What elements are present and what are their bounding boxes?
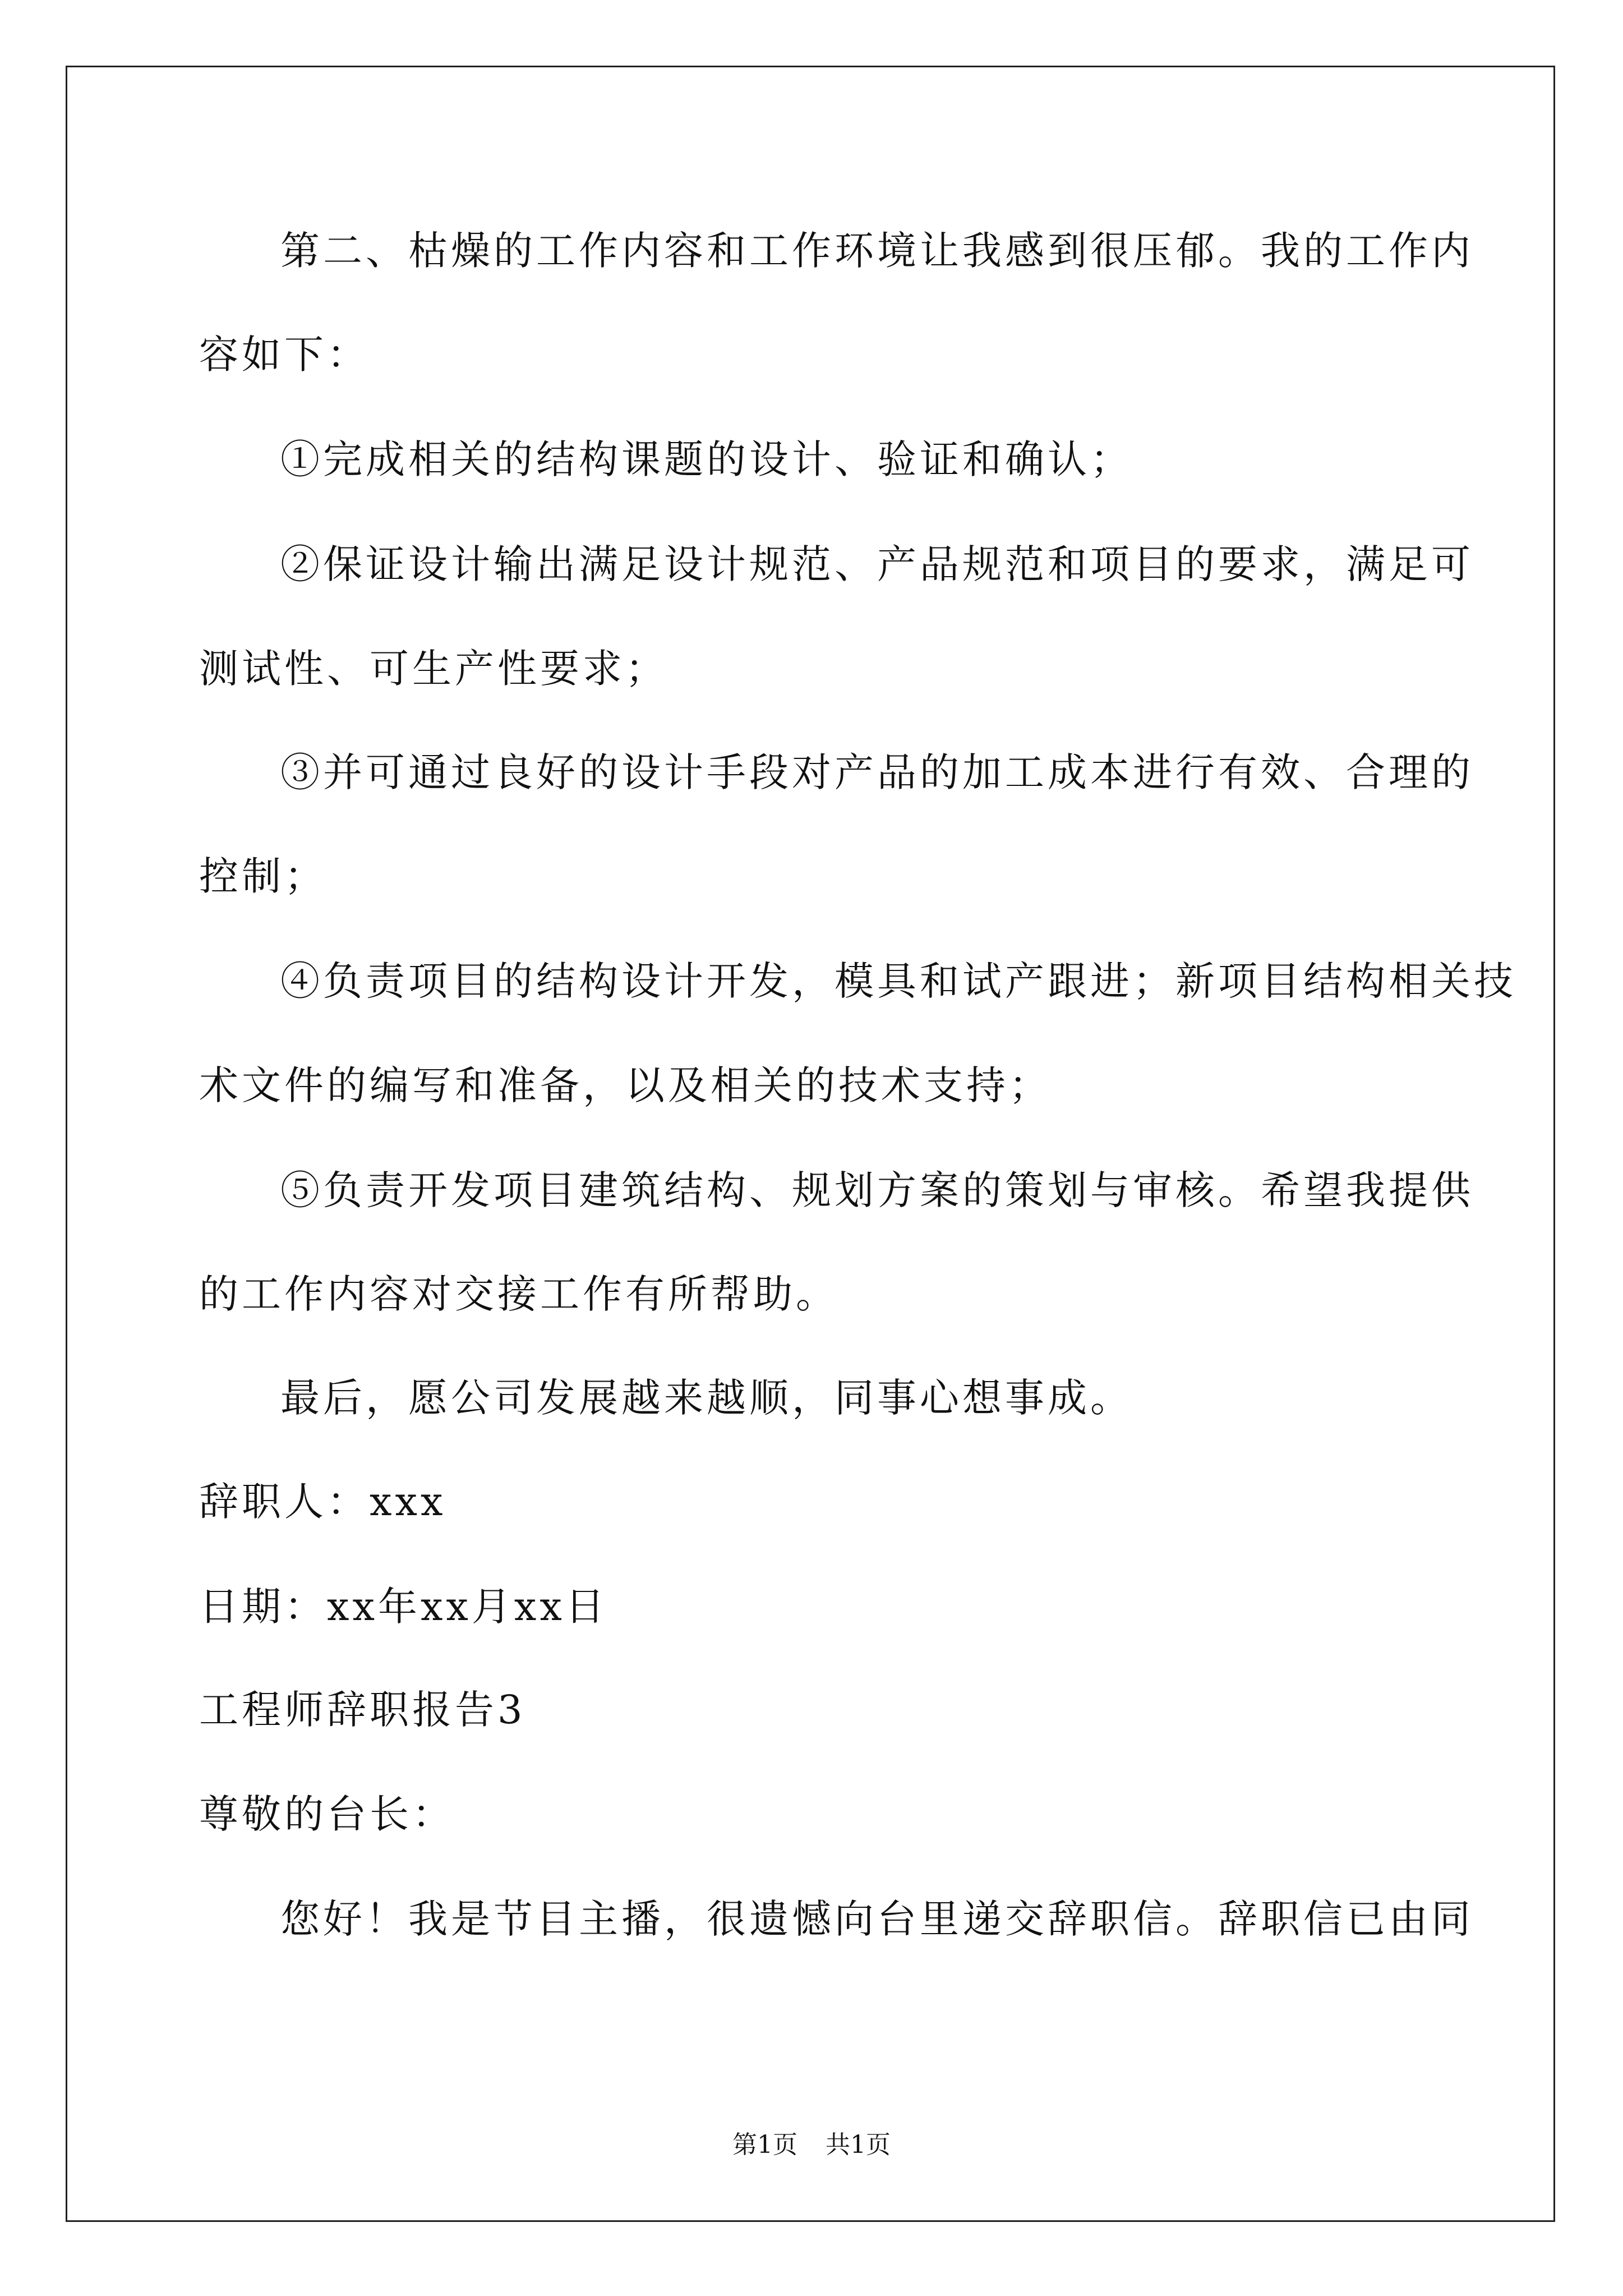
paragraph-line: 您好！我是节目主播，很遗憾向台里递交辞职信。辞职信已由同 xyxy=(280,1896,1474,1942)
paragraph-line: 最后，愿公司发展越来越顺，同事心想事成。 xyxy=(280,1375,1133,1421)
page-footer xyxy=(0,2133,1623,2157)
paragraph-line: ④负责项目的结构设计开发，模具和试产跟进；新项目结构相关技 xyxy=(280,958,1516,1004)
paragraph-line: 测试性、可生产性要求； xyxy=(199,646,668,692)
paragraph-line: ①完成相关的结构课题的设计、验证和确认； xyxy=(280,436,1133,482)
signature-line: 辞职人：xxx xyxy=(199,1479,446,1525)
paragraph-line: ③并可通过良好的设计手段对产品的加工成本进行有效、合理的 xyxy=(280,749,1474,795)
paragraph-line: ②保证设计输出满足设计规范、产品规范和项目的要求，满足可 xyxy=(280,541,1474,587)
paragraph-line: 的工作内容对交接工作有所帮助。 xyxy=(199,1271,838,1317)
paragraph-line: 容如下： xyxy=(199,332,370,378)
salutation-line: 尊敬的台长： xyxy=(199,1791,455,1837)
paragraph-line: ⑤负责开发项目建筑结构、规划方案的策划与审核。希望我提供 xyxy=(280,1167,1474,1213)
section-title: 工程师辞职报告3 xyxy=(199,1687,526,1733)
paragraph-line: 控制； xyxy=(199,853,327,899)
paragraph-line: 术文件的编写和准备，以及相关的技术支持； xyxy=(199,1062,1052,1108)
page-total: 共1页 xyxy=(826,2131,891,2159)
page-number: 第1页 xyxy=(732,2131,797,2159)
date-line: 日期：xx年xx月xx日 xyxy=(199,1584,608,1630)
paragraph-line: 第二、枯燥的工作内容和工作环境让我感到很压郁。我的工作内 xyxy=(280,228,1474,274)
